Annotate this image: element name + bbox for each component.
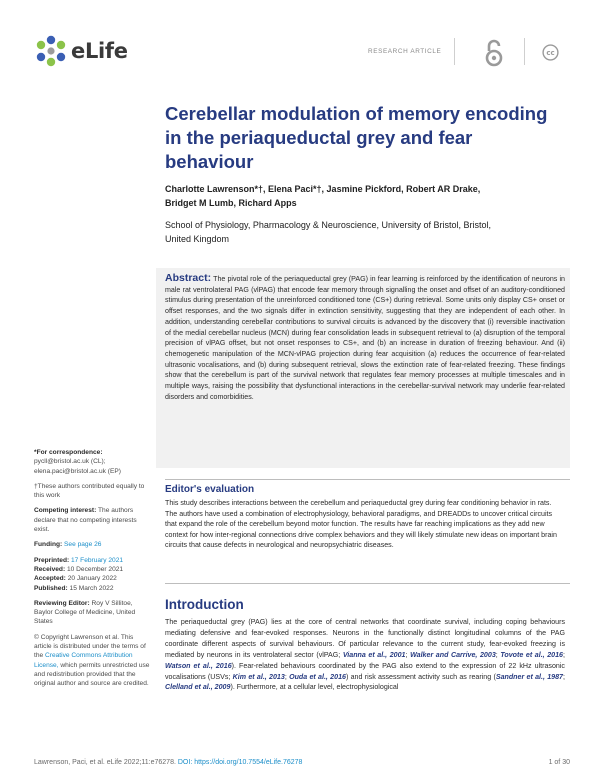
article-info-sidebar [34,448,152,695]
citation-link[interactable]: Vianna et al., 2001 [342,650,406,659]
open-access-icon[interactable] [481,39,507,67]
accepted-value: 20 January 2022 [65,575,117,583]
published-label: Published: [34,584,68,592]
author-line: Bridget M Lumb, Richard Apps [165,197,297,208]
citation-link[interactable]: Watson et al., 2016 [165,661,232,670]
journal-name: eLife [71,39,128,63]
reviewing-editor [34,599,152,627]
preprinted-label: Preprinted: [34,556,70,564]
accepted-label: Accepted: [34,575,66,583]
creative-commons-icon[interactable] [542,44,559,61]
citation-link[interactable]: Kim et al., 2013 [232,672,285,681]
affiliation [165,219,565,246]
accepted-date [34,574,152,583]
cc-badge-text: cc [546,49,555,58]
citation-link[interactable]: Tovote et al., 2016 [500,650,563,659]
competing-interest-text: The authors declare that no competing interests exist. [34,507,137,534]
equal-contribution-note: †These authors contributed equally to this work [34,482,145,500]
abstract-label-colon: : [207,272,212,284]
funding-link[interactable]: See page 26 [62,541,102,549]
abstract-body: The pivotal role of the periaqueductal grey (PAG) in fear learning is reinforced by the identification of neurons in male rat ventrolateral PAG (vlPAG) that encode fear memory through signalling the onset and offset of an auditory-conditioned stimulus during presentation of the unreinforced conditioned tone (CS+) during retrieval. Some units only display CS+ onset or offset responses, and the two signals differ in extinction sensitivity, suggesting that they are independent of each other. In addition, understanding cerebellar contributions to survival circuits is advanced by the discovery that (i) reversible inactivation of the medial cerebellar nucleus (MCN) during fear consolidation leads in subsequent retrieval to (a) disruption of the temporal precision of vlPAG offset, but not onset responses to CS+, and (b) an increase in duration of freezing behaviour. And (ii) chemogenetic manipulation of the MCN-vlPAG projection during fear acquisition (a) reduces the occurrence of fear-related ultrasonic vocalisations, and (b) during subsequent retrieval, slows the extinction rate of fear-related freezing. These findings show that the cerebellum is part of the survival network that regulates fear memory processes at multiple timescales and in multiple ways, raising the possibility that dysfunctional interactions in the cerebellar-survival network may underlie fear-related disorders and comorbidities. [165,275,565,401]
history-dates [34,556,152,593]
editors-evaluation-text: This study describes interactions between the cerebellum and periaqueductal grey during fear conditioning behavior in rats. The authors have used a combination of electrophysiology, behavioral paradigms, and DREADDs to uncover critical circuits that expand the role of the cerebellum beyond motor function. The results have far reaching implications as they add new context for how inter-regional connections drive complex behaviors and they will likely stimulate new ideas on important brain circuits that cause defects in neurological and neuropsychiatric diseases. [165,499,557,549]
reviewing-editor-value: Roy V Sillitoe, Baylor College of Medicine, United States [34,599,136,626]
section-divider [165,583,570,584]
header-divider [524,38,525,65]
page-number: 1 of 30 [548,759,570,766]
received-value: 10 December 2021 [65,565,124,573]
intro-text-segment: ; [405,650,411,659]
correspondence-email[interactable]: elena.paci@bristol.ac.uk (EP) [34,467,121,475]
copyright-text: which permits unrestricted use and redistribution provided that the original author and source are credited. [34,661,150,688]
editors-evaluation-heading: Editor's evaluation [165,484,255,495]
author-line: Charlotte Lawrenson*†, Elena Paci*†, Jasmine Pickford, Robert AR Drake, [165,184,481,194]
correspondence-block [34,448,152,476]
intro-text-segment: ) and risk assessment activity such as rearing ( [345,672,496,681]
footer-citation [34,759,302,766]
intro-text-segment: ; [563,650,565,659]
intro-text-segment: The periaqueductal grey (PAG) lies at the core of central networks that coordinate survival, including coping behaviours mediating defensive and fear-evoked responses. Neurons in the functionally distinct longitudinal columns of the PAG coordinate different aspects of survival behaviours. Of particular relevance to the current study, fear-evoked freezing is mediated by neurons in its ventrolateral sector (vlPAG; [165,618,565,659]
introduction-paragraph [165,617,565,693]
intro-text-segment: ; [563,672,565,681]
citation-link[interactable]: Clelland et al., 2009 [165,683,231,692]
elife-logo-icon [34,34,68,68]
intro-text-segment: ; [495,650,501,659]
introduction-heading: Introduction [165,597,244,612]
correspondence-label: *For correspondence: [34,449,103,456]
doi-link[interactable]: DOI: https://doi.org/10.7554/eLife.76278 [177,759,303,766]
abstract-label: Abstract [165,272,208,284]
article-title: Cerebellar modulation of memory encoding in the periaqueductal grey and fear behaviour [165,103,548,172]
funding-label: Funding: [34,541,63,549]
intro-text-segment: ; [284,672,290,681]
header-divider [454,38,455,65]
received-date [34,565,152,574]
citation-link[interactable]: Sandner et al., 1987 [495,672,563,681]
preprinted-link[interactable]: 17 February 2021 [69,556,124,564]
citation-link[interactable]: Walker and Carrive, 2003 [410,650,496,659]
intro-text-segment: ). Furthermore, at a cellular level, electrophysiological [230,683,399,692]
copyright-text: © Copyright Lawrenson et al. This article is distributed under the terms of the [34,633,146,660]
citation-link[interactable]: Ouda et al., 2016 [289,672,346,681]
affiliation-line: School of Physiology, Pharmacology & Neuroscience, University of Bristol, Bristol, [165,220,491,230]
elife-logo[interactable] [34,34,128,68]
published-date [34,584,152,593]
license-link[interactable]: Creative Commons Attribution License, [34,652,133,669]
author-list [165,183,565,210]
copyright-notice [34,633,152,689]
intro-text-segment: ). Fear-related behaviours coordinated by the PAG also extend to the expression of 22 kHz ultrasonic vocalisations (USVs; [165,661,565,681]
preprinted-date [34,556,152,565]
citation-text: Lawrenson, Paci, et al. eLife 2022;11:e76278. [34,759,178,766]
received-label: Received: [34,565,66,573]
article-type: RESEARCH ARTICLE [368,48,442,55]
funding [34,540,152,549]
reviewing-editor-label: Reviewing Editor: [34,599,90,607]
competing-interest [34,506,152,534]
affiliation-line: United Kingdom [165,233,230,244]
section-divider [165,479,570,480]
abstract [165,273,565,402]
correspondence-email[interactable]: pycll@bristol.ac.uk (CL); [34,458,106,466]
published-value: 15 March 2022 [67,584,114,592]
competing-interest-label: Competing interest: [34,507,97,515]
